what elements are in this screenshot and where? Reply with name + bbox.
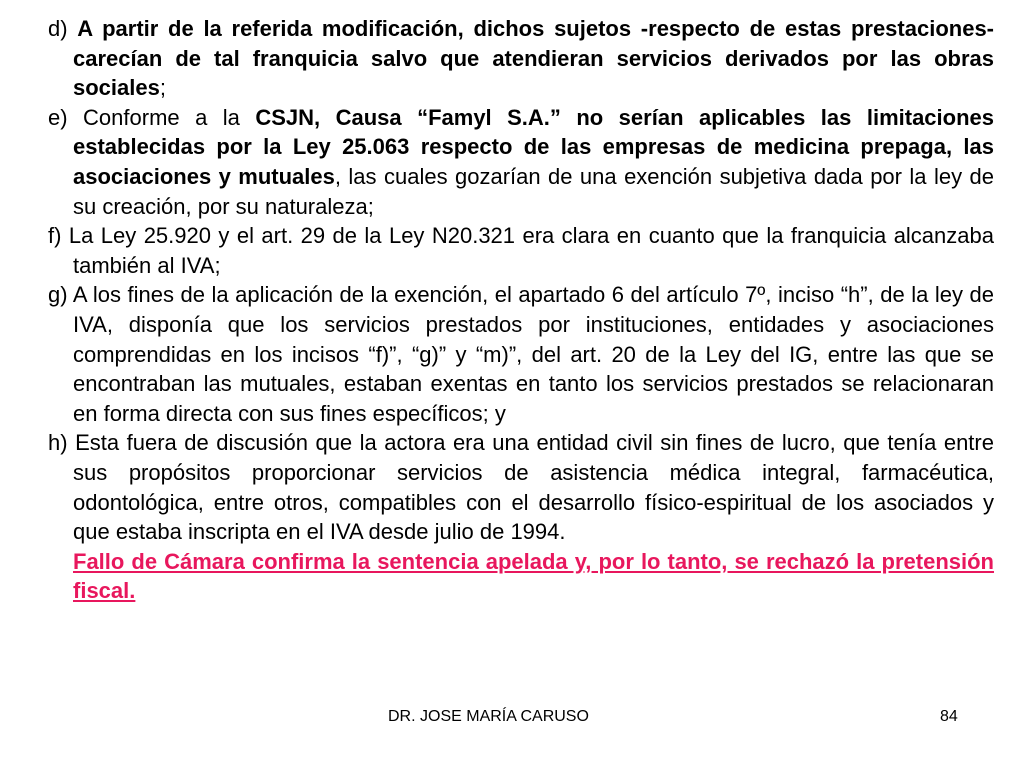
paragraph-h-text: Esta fuera de discusión que la actora era una entidad civil sin fines de lucro, que tenía entre sus propósitos proporcionar servicios de asistencia médica integral, farmacéutica, odontológica, entre otros, compatibles con el desarrollo físico-espiritual de los asociados y que estaba inscripta en el IVA desde julio de 1994. bbox=[73, 430, 994, 545]
paragraph-d-bold-text: A partir de la referida modificación, dichos sujetos -respecto de estas prestaciones- carecían de tal franquicia salvo que atendieran servicios derivados por las obras sociales bbox=[73, 16, 994, 101]
slide-content bbox=[48, 14, 994, 606]
paragraph-e-letter: e) bbox=[48, 104, 68, 130]
page-number: 84 bbox=[940, 708, 958, 725]
paragraph-e-rest: , las cuales gozarían de una exención subjetiva dada por la ley de su creación, por su naturaleza; bbox=[73, 163, 994, 219]
paragraph-g bbox=[48, 280, 994, 428]
paragraph-f bbox=[48, 221, 994, 280]
paragraph-e-bold-text: CSJN, Causa “Famyl S.A.” no serían aplicables las limitaciones establecidas por la Ley 25.063 respecto de las empresas de medicina prepaga, las asociaciones y mutuales bbox=[73, 104, 994, 189]
footer-author: DR. JOSE MARÍA CARUSO bbox=[388, 708, 589, 725]
paragraph-f-letter: f) bbox=[48, 223, 62, 249]
paragraph-d-letter: d) bbox=[48, 16, 68, 41]
paragraph-h bbox=[48, 428, 994, 546]
paragraph-g-letter: g) bbox=[48, 282, 68, 308]
paragraph-h-letter: h) bbox=[48, 430, 68, 456]
paragraph-e bbox=[48, 103, 994, 221]
paragraph-d bbox=[48, 14, 994, 103]
paragraph-g-text: A los fines de la aplicación de la exención, el apartado 6 del artículo 7º, inciso “h”, de la ley de IVA, disponía que los servicios prestados por instituciones, entidades y asociaciones comprendidas en los incisos “f)”, “g)” y “m)”, del art. 20 de la Ley del IG, entre las que se encontraban las mutuales, estaban exentas en tanto los servicios prestados se relacionaran en forma directa con sus fines específicos; y bbox=[72, 282, 994, 426]
paragraph-f-text: La Ley 25.920 y el art. 29 de la Ley N20.321 era clara en cuanto que la franquicia alcanzaba también al IVA; bbox=[68, 223, 994, 278]
conclusion-text: Fallo de Cámara confirma la sentencia apelada y, por lo tanto, se rechazó la pretensión fiscal. bbox=[73, 548, 994, 604]
paragraph-d-end: ; bbox=[159, 75, 166, 101]
paragraph-e-intro: Conforme a la bbox=[83, 104, 256, 130]
